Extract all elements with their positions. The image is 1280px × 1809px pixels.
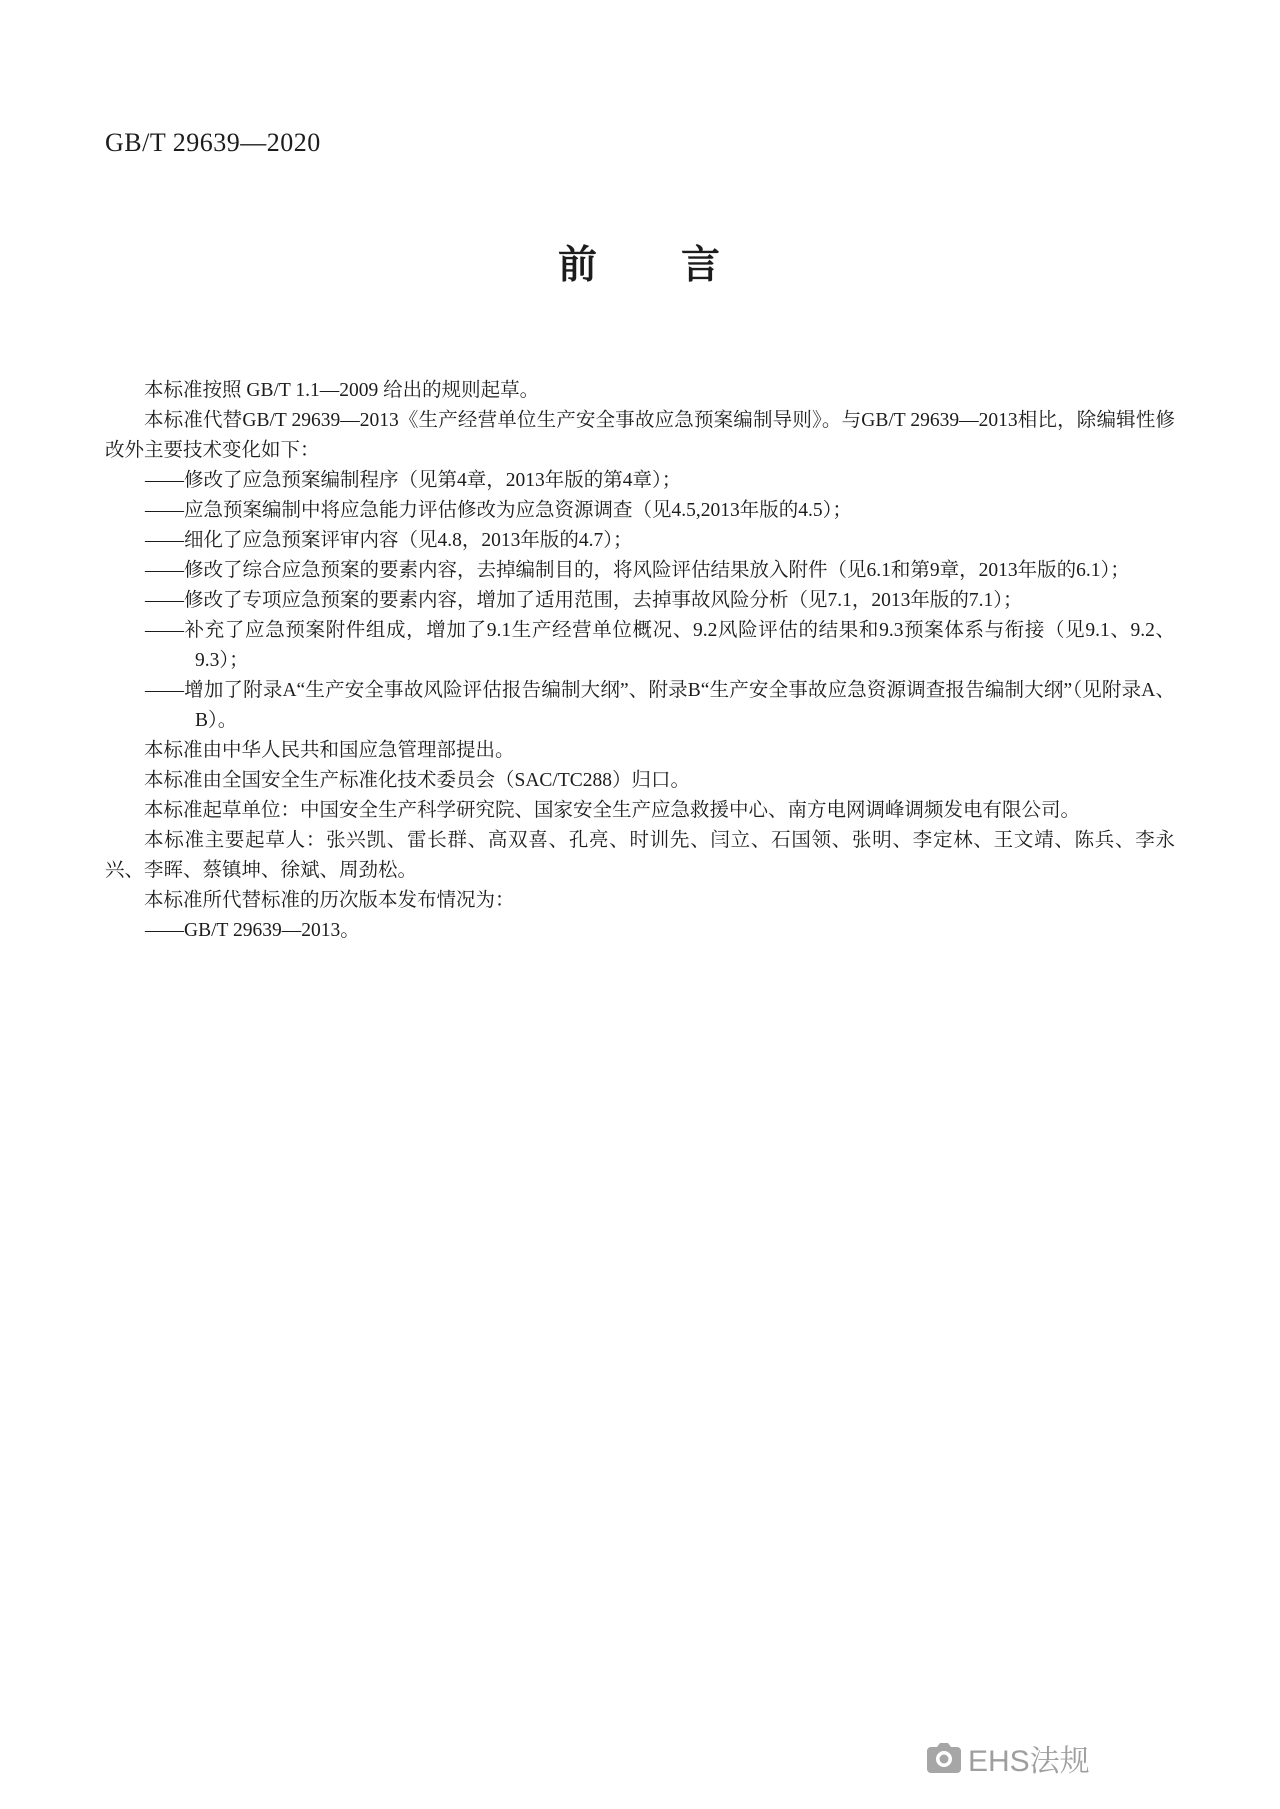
paragraph: 本标准代替GB/T 29639—2013《生产经营单位生产安全事故应急预案编制导则》。与GB/T 29639—2013相比，除编辑性修改外主要技术变化如下： — [105, 410, 1175, 461]
change-list-item: ——修改了应急预案编制程序（见第4章，2013年版的第4章）； — [145, 470, 682, 491]
standard-number: GB/T 29639—2020 — [105, 128, 321, 157]
change-list-item: ——细化了应急预案评审内容（见4.8，2013年版的4.7）； — [145, 530, 633, 551]
change-list-item: ——增加了附录A“生产安全事故风险评估报告编制大纲”、附录B“生产安全事故应急资源调查报告编制大纲”（见附录A、B）。 — [145, 680, 1175, 731]
watermark — [926, 1736, 1090, 1780]
change-list-item: ——修改了专项应急预案的要素内容，增加了适用范围，去掉事故风险分析（见7.1，2013年版的7.1）； — [145, 590, 1023, 611]
change-list-item: ——应急预案编制中将应急能力评估修改为应急资源调查（见4.5,2013年版的4.5）； — [145, 500, 852, 521]
previous-edition-item: ——GB/T 29639—2013。 — [145, 920, 360, 941]
paragraph: 本标准由中华人民共和国应急管理部提出。 — [144, 740, 515, 761]
ehs-logo-icon — [926, 1742, 962, 1774]
paragraph: 本标准起草单位：中国安全生产科学研究院、国家安全生产应急救援中心、南方电网调峰调频发电有限公司。 — [144, 800, 1081, 821]
change-list-item: ——补充了应急预案附件组成，增加了9.1生产经营单位概况、9.2风险评估的结果和9.3预案体系与衔接（见9.1、9.2、9.3）； — [145, 620, 1175, 671]
paragraph: 本标准由全国安全生产标准化技术委员会（SAC/TC288）归口。 — [144, 770, 691, 791]
paragraph: 本标准按照 GB/T 1.1—2009 给出的规则起草。 — [144, 380, 540, 401]
foreword-body — [105, 376, 1175, 946]
watermark-label: EHS法规 — [968, 1745, 1090, 1778]
paragraph: 本标准主要起草人：张兴凯、雷长群、高双喜、孔亮、时训先、闫立、石国领、张明、李定林、王文靖、陈兵、李永兴、李晖、蔡镇坤、徐斌、周劲松。 — [105, 830, 1175, 881]
page-title: 前 言 — [557, 244, 722, 287]
paragraph: 本标准所代替标准的历次版本发布情况为： — [144, 890, 515, 911]
change-list-item: ——修改了综合应急预案的要素内容，去掉编制目的，将风险评估结果放入附件（见6.1和第9章，2013年版的6.1）； — [145, 560, 1130, 581]
